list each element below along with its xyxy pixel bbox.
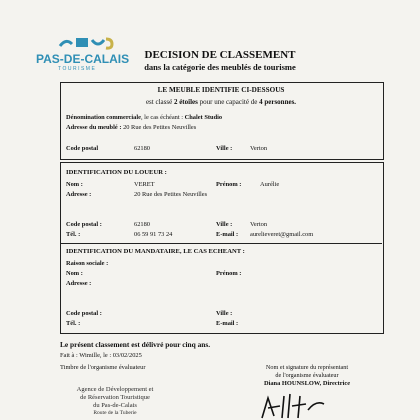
- classement-value: 2 étoiles: [173, 98, 198, 106]
- loueur-nom-label: Nom :: [66, 181, 83, 188]
- mandataire-nom-label: Nom :: [66, 270, 83, 277]
- denomination-line: Dénomination commerciale, le cas échéant : Chalet Studio: [66, 114, 223, 121]
- loueur-ville-value: Verton: [250, 221, 268, 228]
- loueur-nom-value: VERET: [134, 181, 155, 188]
- meuble-address-line: Adresse du meublé : 20 Rue des Petites Neuvilles: [66, 124, 197, 131]
- logo-brand: PAS-DE-CALAIS: [36, 52, 130, 66]
- section-divider: [60, 243, 382, 244]
- sign-label-2: de l'organisme évaluateur: [275, 372, 339, 379]
- pas-de-calais-logo: [36, 36, 132, 76]
- mandataire-heading: IDENTIFICATION DU MANDATAIRE, LE CAS ECHEANT :: [66, 248, 245, 255]
- sign-label-1: Nom et signature du représentant: [265, 364, 349, 371]
- validity-statement: Le présent classement est délivré pour cinq ans.: [60, 340, 211, 349]
- title-sub: dans la catégorie des meublés de tourisme: [144, 62, 296, 72]
- signer-name: Diana HOUNSLOW, Directrice: [263, 380, 351, 387]
- logo-waves-icon: [58, 36, 118, 50]
- loueur-postal-value: 62180: [134, 221, 150, 228]
- document-title: [134, 49, 306, 72]
- mandataire-tel-label: Tél. :: [66, 320, 81, 327]
- loueur-prenom-label: Prénom :: [216, 181, 242, 188]
- loueur-adresse-label: Adresse :: [66, 191, 92, 198]
- logo-tag: TOURISME: [58, 66, 97, 72]
- loueur-prenom-value: Aurélie: [260, 181, 280, 188]
- mandataire-raison-label: Raison sociale :: [66, 260, 109, 267]
- done-at: Fait à : Wimille, le : 03/02/2025: [60, 352, 142, 359]
- meuble-postal-label: Code postal: [66, 145, 99, 152]
- denomination-value: Chalet Studio: [184, 114, 223, 121]
- loueur-adresse-value: 20 Rue des Petites Neuvilles: [134, 191, 208, 198]
- meuble-postal-value: 62180: [134, 145, 150, 152]
- loueur-ville-label: Ville :: [216, 221, 233, 228]
- mandataire-adresse-label: Adresse :: [66, 280, 92, 287]
- mandataire-email-label: E-mail :: [216, 320, 239, 327]
- loueur-tel-value: 06 59 91 73 24: [134, 231, 173, 238]
- stamp-line-1: Agence de Développement et: [76, 386, 154, 393]
- mandataire-prenom-label: Prénom :: [216, 270, 242, 277]
- mandataire-ville-label: Ville :: [216, 310, 233, 317]
- meuble-city-value: Verton: [250, 145, 268, 152]
- handwritten-signature-icon: [258, 390, 328, 420]
- meuble-city-label: Ville :: [216, 145, 233, 152]
- loueur-tel-label: Tél. :: [66, 231, 81, 238]
- stamp-label: Timbre de l'organisme évaluateur: [60, 364, 146, 371]
- meuble-address-value: 20 Rue des Petites Neuvilles: [123, 124, 197, 131]
- mandataire-postal-label: Code postal :: [66, 310, 102, 317]
- stamp-line-3: du Pas-de-Calais: [93, 402, 137, 409]
- loueur-email-value: aurelieveret@gmail.com: [250, 231, 314, 238]
- title-main: DECISION DE CLASSEMENT: [144, 49, 296, 61]
- loueur-heading: IDENTIFICATION DU LOUEUR :: [66, 169, 167, 176]
- loueur-email-label: E-mail :: [216, 231, 239, 238]
- capacity-value: 4: [259, 98, 263, 106]
- stamp-line-2: de Réservation Touristique: [80, 394, 150, 401]
- stamp-line-4: Route de la Tuberie: [93, 410, 137, 416]
- meuble-heading: LE MEUBLE IDENTIFIE CI-DESSOUS: [157, 86, 285, 94]
- loueur-postal-label: Code postal :: [66, 221, 102, 228]
- classement-line: est classé 2 étoiles pour une capacité de 4 personnes.: [145, 98, 297, 106]
